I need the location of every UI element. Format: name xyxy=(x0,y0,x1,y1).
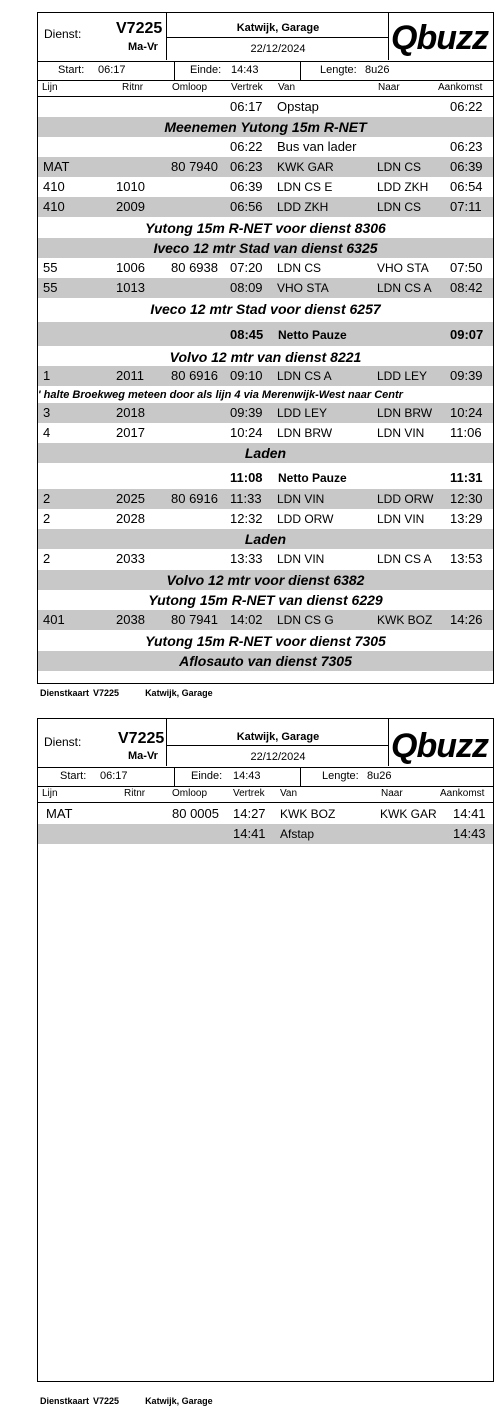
charging-banner: Laden xyxy=(38,529,493,549)
vehicle-banner: Yutong 15m R-NET voor dienst 8306 xyxy=(145,220,386,236)
einde-label: Einde: xyxy=(190,64,222,76)
vehicle-banner: Iveco 12 mtr Stad voor dienst 6257 xyxy=(150,301,381,317)
date-label: 22/12/2024 xyxy=(250,751,306,763)
einde-time: 14:43 xyxy=(231,64,259,76)
vehicle-banner: Yutong 15m R-NET van dienst 6229 xyxy=(148,592,383,608)
vehicle-banner: Meenemen Yutong 15m R-NET xyxy=(38,117,493,137)
col-ritnr: Ritnr xyxy=(122,82,144,93)
qbuzz-logo: Qbuzz xyxy=(391,727,488,765)
page-footer: Dienstkaart V7225 Katwijk, Garage xyxy=(40,1396,213,1406)
col-vertrek: Vertrek xyxy=(233,788,265,799)
time-summary-row xyxy=(38,767,493,787)
column-header-row xyxy=(38,787,493,803)
table-row: 3 2018 09:39 LDD LEY LDN BRW 10:24 xyxy=(38,403,493,423)
table-row: 55 1006 80 6938 07:20 LDN CS VHO STA 07:50 xyxy=(43,260,483,275)
charging-banner: Laden xyxy=(38,443,493,463)
table-row: 06:17 Opstap 06:22 xyxy=(230,99,483,114)
col-aankomst: Aankomst xyxy=(440,788,485,799)
vehicle-banner: Iveco 12 mtr Stad van dienst 6325 xyxy=(38,238,493,258)
page-header xyxy=(38,13,493,62)
dienst-label: Dienst: xyxy=(44,27,82,41)
lengte-value: 8u26 xyxy=(367,770,392,782)
vehicle-banner: Volvo 12 mtr voor dienst 6382 xyxy=(38,570,493,590)
table-row: 4 2017 10:24 LDN BRW LDN VIN 11:06 xyxy=(43,425,482,440)
table-row: 410 2009 06:56 LDD ZKH LDN CS 07:11 xyxy=(38,197,493,217)
col-lijn: Lijn xyxy=(42,788,58,799)
lengte-label: Lengte: xyxy=(320,64,357,76)
days-label: Ma-Vr xyxy=(128,41,158,53)
col-van: Van xyxy=(280,788,298,799)
einde-label: Einde: xyxy=(191,770,223,782)
table-row: 401 2038 80 7941 14:02 LDN CS G KWK BOZ 14:26 xyxy=(38,610,493,630)
lengte-value: 8u26 xyxy=(365,64,390,76)
location-title: Katwijk, Garage xyxy=(236,22,320,34)
time-summary-row xyxy=(38,61,493,81)
start-label: Start: xyxy=(58,64,85,76)
column-header-row xyxy=(38,81,493,97)
pause-row: 11:08 Netto Pauze 11:31 xyxy=(230,470,483,485)
col-aankomst: Aankomst xyxy=(438,82,483,93)
days-label: Ma-Vr xyxy=(128,750,158,762)
dienstkaart-page-2 xyxy=(37,718,494,1382)
date-label: 22/12/2024 xyxy=(250,43,306,55)
table-row: 2 2033 13:33 LDN VIN LDN CS A 13:53 xyxy=(43,551,483,566)
col-omloop: Omloop xyxy=(172,788,208,799)
table-row: 2 2028 12:32 LDD ORW LDN VIN 13:29 xyxy=(43,511,483,526)
table-row: 55 1013 08:09 VHO STA LDN CS A 08:42 xyxy=(38,278,493,298)
table-row: 410 1010 06:39 LDN CS E LDD ZKH 06:54 xyxy=(43,179,483,194)
location-title: Katwijk, Garage xyxy=(236,731,320,743)
table-row: 1 2011 80 6916 09:10 LDN CS A LDD LEY 09:39 xyxy=(38,366,493,386)
col-van: Van xyxy=(278,82,296,93)
dienstkaart-page-1 xyxy=(37,12,494,684)
table-row: 14:41 Afstap 14:43 xyxy=(38,824,493,844)
route-note: ' halte Broekweg meteen door als lijn 4 via Merenwijk-West naar Centr xyxy=(38,389,403,401)
col-omloop: Omloop xyxy=(172,82,208,93)
table-row: 06:22 Bus van lader 06:23 xyxy=(230,139,483,154)
page-header xyxy=(38,719,493,768)
start-time: 06:17 xyxy=(100,770,128,782)
qbuzz-logo: Qbuzz xyxy=(391,19,488,57)
dienst-label: Dienst: xyxy=(44,735,82,749)
page-footer: Dienstkaart V7225 Katwijk, Garage xyxy=(40,688,213,698)
table-row: MAT 80 0005 14:27 KWK BOZ KWK GAR 14:41 xyxy=(46,806,486,821)
table-row: MAT 80 7940 06:23 KWK GAR LDN CS 06:39 xyxy=(38,157,493,177)
vehicle-banner: Aflosauto van dienst 7305 xyxy=(38,651,493,671)
col-naar: Naar xyxy=(381,788,403,799)
col-ritnr: Ritnr xyxy=(124,788,146,799)
dienst-code: V7225 xyxy=(118,730,165,747)
table-row: 2 2025 80 6916 11:33 LDN VIN LDD ORW 12:30 xyxy=(38,489,493,509)
start-label: Start: xyxy=(60,770,87,782)
dienst-code: V7225 xyxy=(116,20,163,37)
start-time: 06:17 xyxy=(98,64,126,76)
col-naar: Naar xyxy=(378,82,400,93)
pause-row: 08:45 Netto Pauze 09:07 xyxy=(38,322,493,346)
vehicle-banner: Volvo 12 mtr van dienst 8221 xyxy=(169,349,362,365)
col-vertrek: Vertrek xyxy=(231,82,263,93)
lengte-label: Lengte: xyxy=(322,770,359,782)
einde-time: 14:43 xyxy=(233,770,261,782)
vehicle-banner: Yutong 15m R-NET voor dienst 7305 xyxy=(145,633,386,649)
col-lijn: Lijn xyxy=(42,82,58,93)
